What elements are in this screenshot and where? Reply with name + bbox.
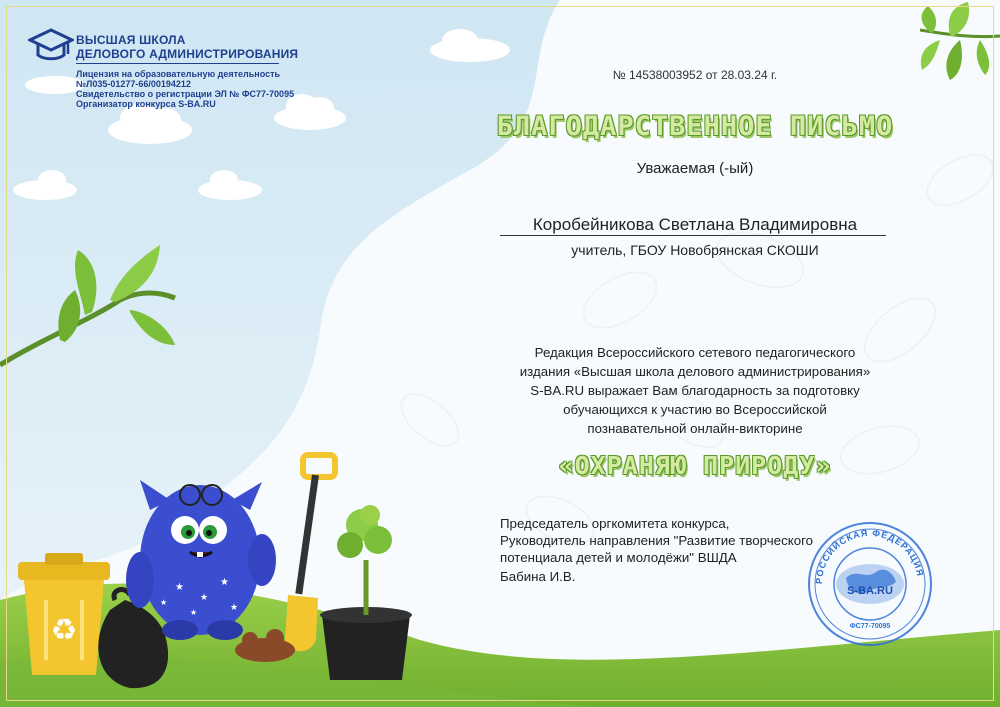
organization-name-line2: ДЕЛОВОГО АДМИНИСТРИРОВАНИЯ xyxy=(76,47,299,61)
signatory-line: потенциала детей и молодёжи" ВШДА xyxy=(500,550,737,565)
seal-reg: ФС77-70095 xyxy=(849,623,891,630)
body-line: издания «Высшая школа делового администрирования» xyxy=(519,364,871,379)
svg-text:♻: ♻ xyxy=(50,614,78,647)
body-line: обучающихся к участию во Всероссийской xyxy=(563,402,827,417)
svg-text:★: ★ xyxy=(190,608,198,617)
body-text xyxy=(470,343,920,438)
organization-info xyxy=(76,69,294,109)
svg-text:★: ★ xyxy=(230,602,239,612)
license-number: №Л035-01277-66/00194212 xyxy=(76,79,191,89)
plant-in-bag xyxy=(320,505,412,680)
body-line: S-BA.RU выражает Вам благодарность за подготовку xyxy=(530,383,860,398)
svg-text:★: ★ xyxy=(200,592,209,602)
signatory-line: Руководитель направления "Развитие творческого xyxy=(500,533,814,548)
graduation-cap-icon xyxy=(28,28,74,62)
contest-title: «ОХРАНЯЮ ПРИРОДУ» xyxy=(558,451,832,480)
recipient-role: учитель, ГБОУ Новобрянская СКОШИ xyxy=(571,242,819,258)
svg-text:★: ★ xyxy=(175,582,184,593)
organization-name-line1: ВЫСШАЯ ШКОЛА xyxy=(76,33,186,47)
recipient-underline xyxy=(500,235,886,236)
leaves-top-right xyxy=(920,2,1000,80)
document-title: БЛАГОДАРСТВЕННОЕ ПИСЬМО xyxy=(496,111,894,142)
official-seal xyxy=(806,520,934,648)
svg-text:★: ★ xyxy=(160,598,168,607)
seal-site: S-BA.RU xyxy=(847,585,893,597)
salutation: Уважаемая (-ый) xyxy=(636,160,754,177)
organization-divider xyxy=(76,63,279,64)
signatory-name: Бабина И.В. xyxy=(500,569,576,584)
document-number: № 14538003952 от 28.03.24 г. xyxy=(612,68,778,82)
recycle-bin xyxy=(18,553,110,675)
organization-name xyxy=(76,33,298,61)
signatory-line: Председатель оргкомитета конкурса, xyxy=(500,516,730,531)
seal-outer-text: РОССИЙСКАЯ ФЕДЕРАЦИЯ xyxy=(813,527,926,585)
registration-text: Свидетельство о регистрации ЭЛ № ФС77-70095 xyxy=(76,89,295,99)
svg-text:★: ★ xyxy=(220,577,229,588)
recipient-name: Коробейникова Светлана Владимировна xyxy=(532,215,858,234)
signatory-block xyxy=(500,515,813,566)
body-line: познавательной онлайн-викторине xyxy=(587,421,803,436)
organizer-text: Организатор конкурса S-BA.RU xyxy=(76,99,216,109)
license-text: Лицензия на образовательную деятельность xyxy=(76,69,281,79)
body-line: Редакция Всероссийского сетевого педагогического xyxy=(534,345,856,360)
